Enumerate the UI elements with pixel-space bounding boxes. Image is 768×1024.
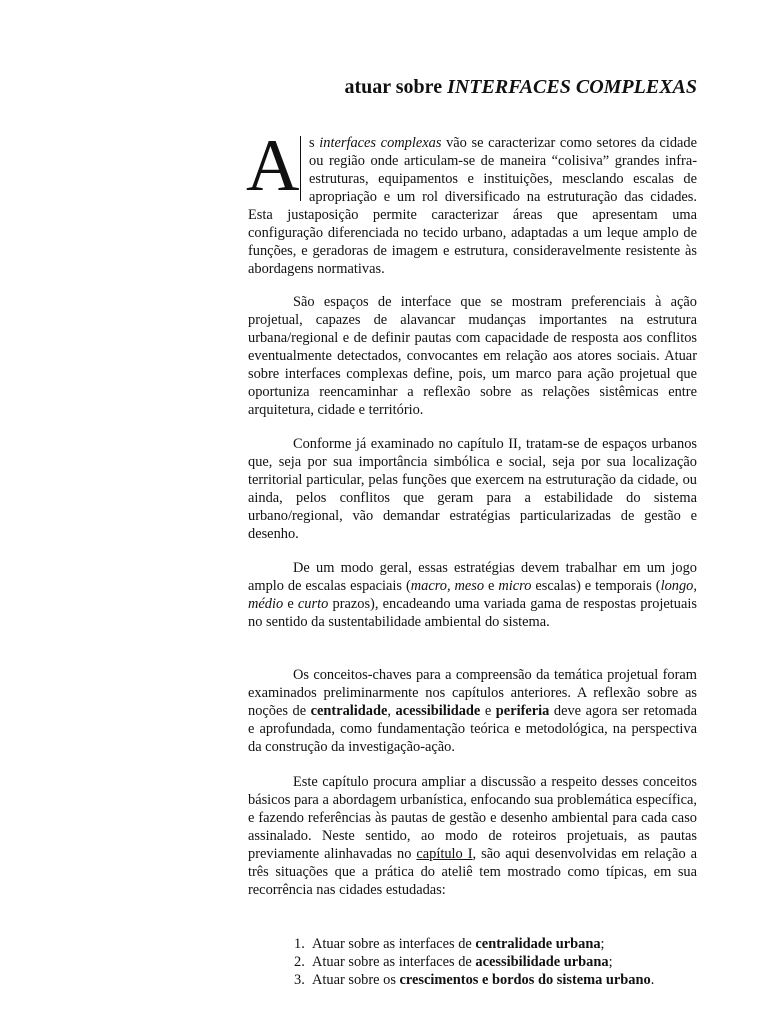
paragraph-4-block — [248, 559, 697, 631]
list-punct: ; — [600, 936, 605, 952]
p5-text-a: Os conceitos-chaves para a compreensão da temática projetual foram examinados preliminarmente nos capítulos anteriores. A reflexão sobre as noções de — [248, 667, 697, 719]
list-item — [294, 953, 654, 971]
p6-text-b: , são aqui desenvolvidas em relação a três situações que a prática do ateliê tem mostrado como típicas, em sua recorrência nas cidades estudadas: — [248, 846, 698, 898]
paragraph-2-block — [248, 293, 697, 419]
p5-bold-1: centralidade — [310, 703, 388, 719]
list-number: 3. — [294, 972, 305, 988]
p5-bold-2: acessibilidade — [395, 703, 481, 719]
numbered-list — [294, 935, 654, 989]
paragraph-5-block — [248, 666, 697, 756]
p4-text-c: escalas) e temporais ( — [531, 578, 661, 594]
p5-text-d: deve agora ser retomada e aprofundada, como fundamentação teórica e metodológica, na perspectiva da construção da investigação-ação. — [248, 703, 697, 755]
intro-paragraph — [248, 134, 697, 278]
list-number: 2. — [294, 954, 305, 970]
paragraph-6 — [248, 773, 697, 899]
p5-text-b: , — [387, 703, 396, 719]
list-item — [294, 935, 654, 953]
paragraph-4 — [248, 559, 697, 631]
list-punct: . — [650, 972, 655, 988]
intro-text-start: s — [309, 135, 320, 151]
title-prefix: atuar sobre — [344, 76, 448, 98]
list-text: Atuar sobre as interfaces de — [312, 936, 476, 952]
p5-bold-3: periferia — [495, 703, 550, 719]
paragraph-5 — [248, 666, 697, 756]
p4-emphasis-2: micro — [498, 578, 532, 594]
intro-text-rest: vão se caracterizar como setores da cidade ou região onde articulam-se de maneira “colisiva” grandes infra-estruturas, equipamentos e instituições, mesclando escalas de apropriação e um rol diversificado na estruturação das cidades. Esta justaposição permite caracterizar áreas que apresentam uma configuração diferenciada no tecido urbano, adaptadas a um leque amplo de funções, e geradoras de imagem e estrutura, consideravelmente resistente às abordagens normativas. — [248, 135, 697, 277]
chapter-link[interactable]: capítulo I — [416, 846, 473, 862]
paragraph-2: São espaços de interface que se mostram preferenciais à ação projetual, capazes de alavancar mudanças importantes na estrutura urbana/regional e de definir pautas com capacidade de resposta aos conflitos eventualmente detectados, convocantes em relação aos atores sociais. Atuar sobre interfaces complexas define, pois, um marco para ação projetual que oportuniza reencaminhar a reflexão sobre as relações sistêmicas entre arquitetura, cidade e território. — [248, 294, 697, 418]
intro-paragraph-block — [246, 125, 697, 278]
list-bold-text: crescimentos e bordos do sistema urbano — [399, 972, 651, 988]
p4-text-e: prazos), encadeando uma variada gama de respostas projetuais no sentido da sustentabilidade ambiental do sistema. — [248, 596, 697, 630]
paragraph-6-block — [248, 773, 697, 899]
list-item — [294, 971, 654, 989]
p4-emphasis-4: curto — [297, 596, 329, 612]
intro-emphasis: interfaces complexas — [319, 135, 442, 151]
list-bold-text: acessibilidade urbana — [475, 954, 609, 970]
title-emphasis: INTERFACES COMPLEXAS — [447, 76, 697, 98]
p4-emphasis-3: longo, médio — [248, 578, 697, 612]
p5-text-c: e — [480, 703, 496, 719]
list-text: Atuar sobre os — [312, 972, 400, 988]
p4-text-d: e — [283, 596, 298, 612]
p4-text-a: De um modo geral, essas estratégias devem trabalhar em um jogo amplo de escalas espaciais ( — [248, 560, 697, 594]
paragraph-3-block — [248, 435, 697, 543]
paragraph-3: Conforme já examinado no capítulo II, tratam-se de espaços urbanos que, seja por sua importância simbólica e social, seja por sua localização territorial particular, pelas funções que exercem na estruturação da cidade, ou ainda, pelos conflitos que geram para a estabilidade do sistema urbano/regional, vão demandar estratégias particularizadas de gestão e desenho. — [248, 436, 697, 542]
list-number: 1. — [294, 936, 305, 952]
list-punct: ; — [608, 954, 613, 970]
p4-text-b: e — [484, 578, 499, 594]
dropcap-frame — [246, 125, 301, 207]
p4-emphasis-1: macro, meso — [410, 578, 485, 594]
dropcap-letter: A — [246, 125, 300, 207]
list-text: Atuar sobre as interfaces de — [312, 954, 476, 970]
p6-text-a: Este capítulo procura ampliar a discussão a respeito desses conceitos básicos para a abordagem urbanística, enfocando sua problemática específica, e fazendo referências às pautas de gestão e desenho ambiental para cada caso assinalado. Neste sentido, ao modo de roteiros projetuais, as pautas previamente alinhavadas no — [248, 774, 697, 862]
section-title — [344, 74, 697, 100]
list-bold-text: centralidade urbana — [475, 936, 601, 952]
